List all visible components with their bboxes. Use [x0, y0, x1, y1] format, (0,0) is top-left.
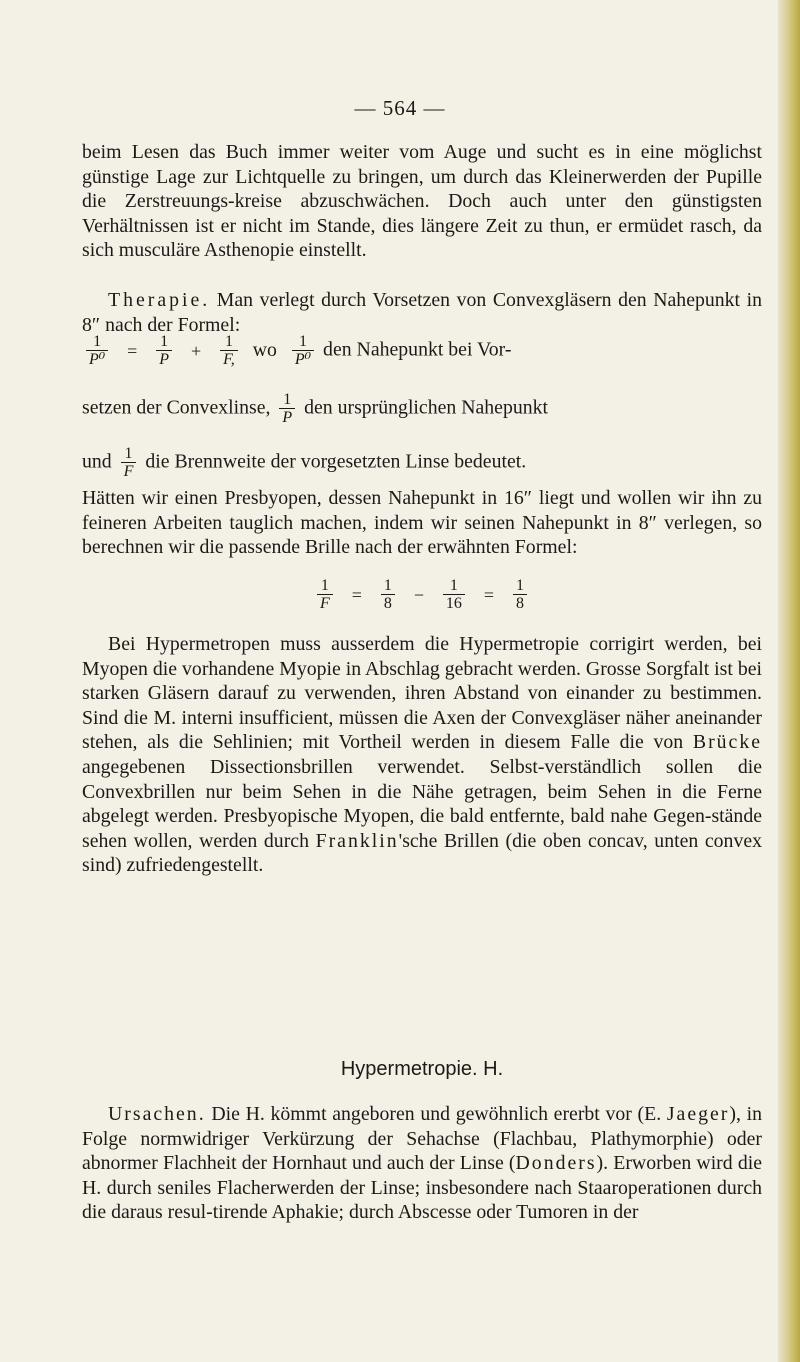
fraction-1-p: $\frac{1}{P}$	[156, 334, 172, 368]
fraction-2-8b: $\frac{1}{8}$	[513, 578, 527, 612]
paragraph-1: beim Lesen das Buch immer weiter vom Auge und sucht es in eine möglichst günstige Lage zur Lichtquelle zu bringen, um durch das Kleinerwerden der Pupille die Zerstreuungs-kreise abzuschwächen. Doch auch unter den günstigsten Verhältnissen ist er nicht im Stande, dies längere Zeit zu thun, er ermüdet rasch, da sich musculäre Asthenopie einstellt.	[82, 141, 762, 262]
formula-line-2	[82, 392, 762, 426]
line-2-text-b: den ursprünglichen Nahepunkt	[304, 396, 549, 419]
fraction-2-8a: $\frac{1}{8}$	[381, 578, 395, 612]
line-3-text-b: die Brennweite der vorgesetzten Linse bedeutet.	[145, 450, 527, 473]
fraction-f: $\frac{1}{F}$	[121, 446, 137, 480]
formula-1-suffix: den Nahepunkt bei Vor-	[323, 338, 512, 361]
name-donders: Donders	[515, 1152, 597, 1175]
fraction-p: $\frac{1}{P}$	[279, 392, 295, 426]
fraction-1-f: $\frac{1}{F,}$	[220, 334, 238, 368]
p6-text-a: Bei Hypermetropen muss ausserdem die Hypermetropie corrigirt werden, bei Myopen die vorhandene Myopie in Abschlag gebracht werden. Grosse Sorgfalt ist bei starken Gläsern darauf zu verwenden, ihren Abstand von einander zu bestimmen. Sind die M. interni insufficient, müssen die Axen der Convexgläser näher aneinander stehen, als die Sehlinien; mit Vortheil werden in diesem Falle die von	[82, 633, 762, 754]
plus-sign: +	[190, 340, 202, 361]
fraction-2-16: $\frac{1}{16}$	[443, 578, 465, 612]
equals-sign-2a: =	[351, 584, 362, 605]
equals-sign: =	[127, 340, 138, 361]
line-2-text-a: setzen der Convexlinse,	[82, 396, 271, 419]
formula-2	[82, 578, 762, 612]
wo-word: wo	[252, 338, 277, 361]
p7-text-c: ). Erworben wird die H. durch seniles Flacherwerden der Linse; insbesondere nach Staaroperationen durch die daraus resul-tirende Aphakie; durch Abscesse oder Tumoren in der	[82, 1152, 762, 1224]
p7-text-b: ), in Folge normwidriger Verkürzung der Sehachse (Flachbau, Plathymorphie) oder abnormer Flachheit der Hornhaut und auch der Linse (	[82, 1103, 762, 1175]
paragraph-hypermetropen	[82, 632, 762, 878]
minus-sign: −	[413, 584, 424, 605]
fraction-1-p0: $\frac{1}{\text{P⁰}}$	[86, 334, 108, 368]
section-heading: Hypermetropie. H.	[340, 1058, 504, 1080]
name-jaeger: Jaeger	[666, 1103, 730, 1125]
p7-text-a: Die H. kömmt angeboren und gewöhnlich ererbt vor (E.	[205, 1103, 667, 1125]
equals-sign-2b: =	[483, 584, 495, 605]
paragraph-ursachen	[82, 1102, 762, 1225]
paragraph-presbyop: Hätten wir einen Presbyopen, dessen Nahepunkt in 16″ liegt und wollen wir ihn zu feineren Arbeiten tauglich machen, indem wir seinen Nahepunkt in 8″ verlegen, so berechnen wir die passende Brille nach der erwähnten Formel:	[82, 487, 762, 559]
page-number: — 564 —	[354, 96, 446, 120]
formula-1	[82, 334, 762, 368]
name-bruecke: Brücke	[692, 731, 762, 754]
ursachen-label: Ursachen.	[108, 1103, 206, 1125]
p6-text-b: angegebenen Dissectionsbrillen verwendet. Selbst-verständlich sollen die Convexbrillen nur beim Sehen in die Nähe getragen, beim Sehen in die Ferne abgelegt werden. Presbyopische Myopen, die bald entfernte, bald nahe Gegen-stände sehen wollen, werden durch	[82, 755, 762, 852]
fraction-p0: $\frac{1}{\text{P⁰}}$	[292, 334, 314, 368]
formula-line-3	[82, 446, 762, 480]
page-edge	[778, 0, 800, 1362]
fraction-2-f: $\frac{1}{F}$	[317, 578, 333, 612]
therapie-label: Therapie.	[108, 289, 211, 311]
p6-text-c: 'sche Brillen (die oben concav, unten convex sind) zufriedengestellt.	[82, 829, 762, 877]
line-3-text-a: und	[82, 450, 112, 473]
paragraph-therapie	[82, 288, 762, 337]
name-franklin: Franklin	[315, 829, 399, 852]
therapie-text: Man verlegt durch Vorsetzen von Convexgläsern den Nahepunkt in 8″ nach der Formel:	[82, 289, 762, 336]
